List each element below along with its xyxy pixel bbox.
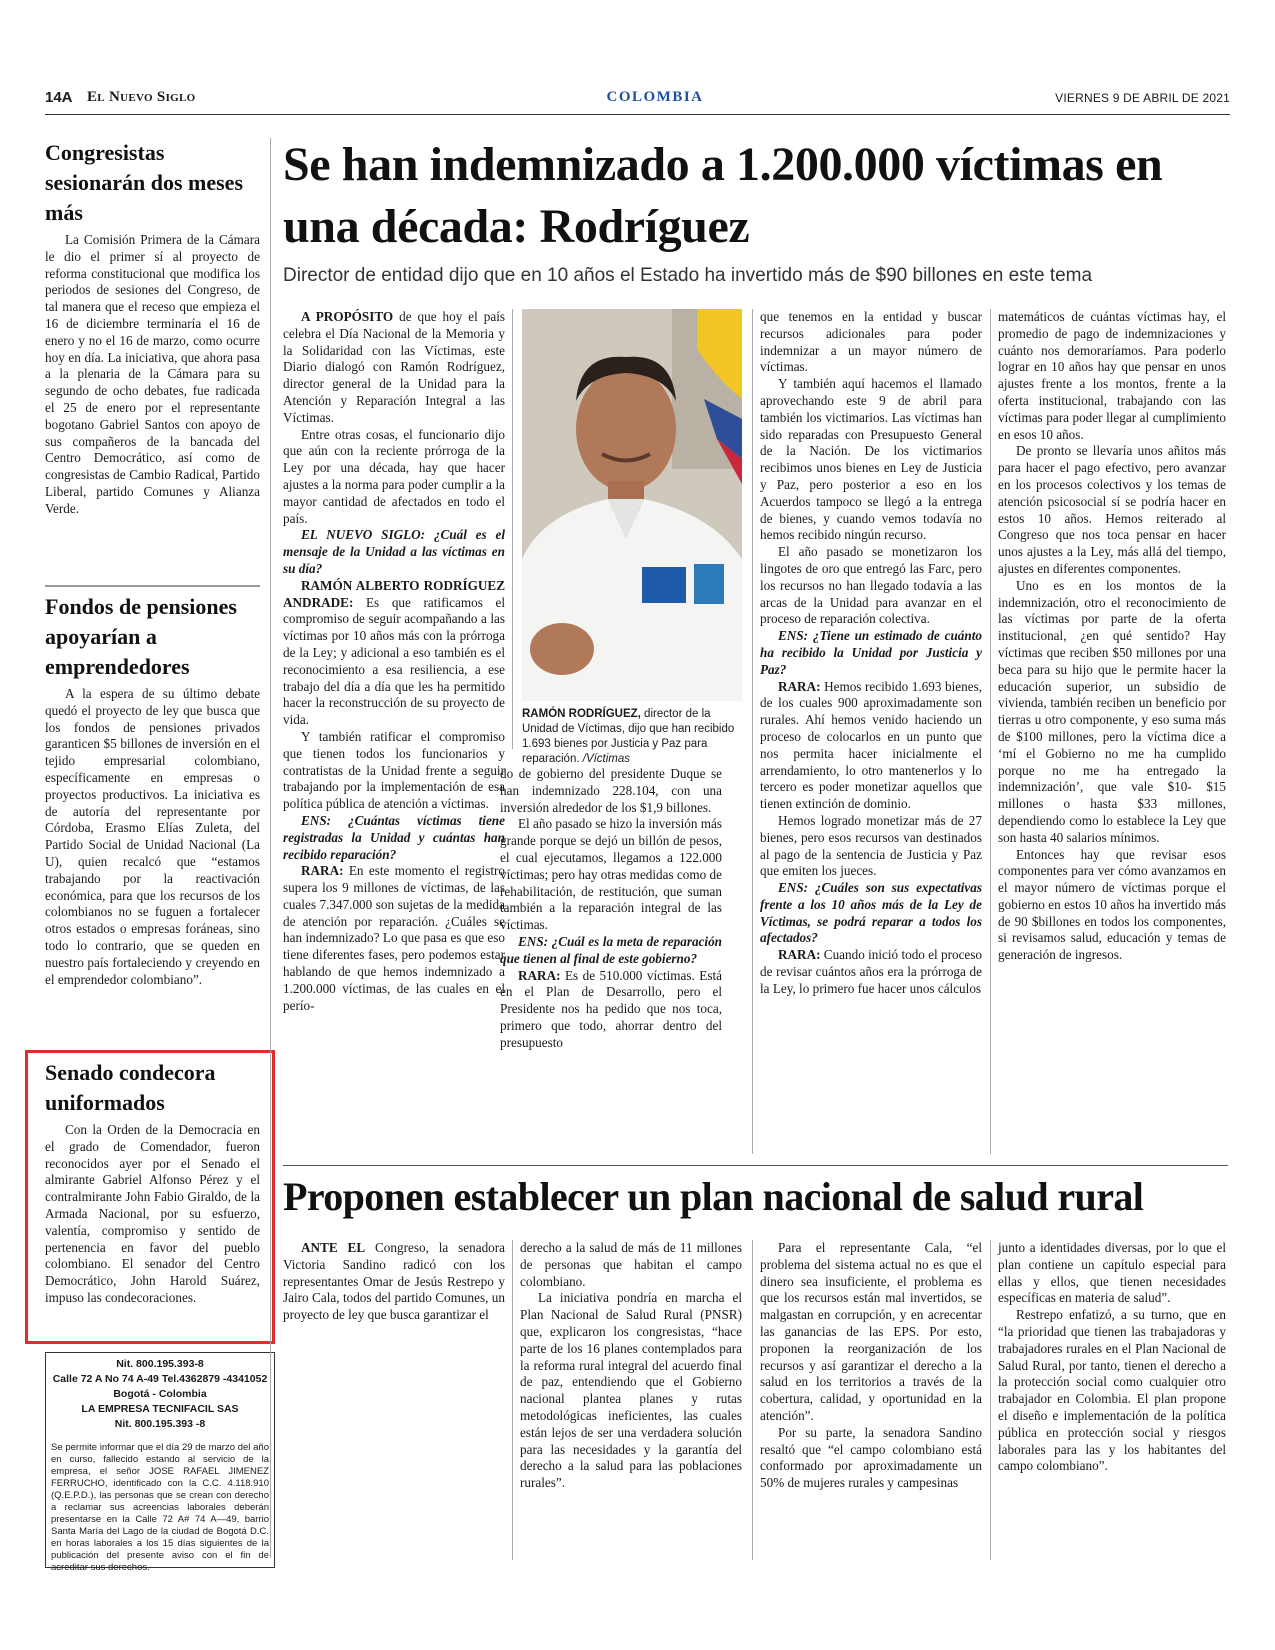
notice-nit-2: Nit. 800.195.393 -8 bbox=[114, 1418, 206, 1430]
portrait-photo bbox=[522, 309, 742, 701]
interview-question: ENS: ¿Cuántas víctimas tiene registradas la Unidad y cuántas han recibido reparación? bbox=[283, 812, 505, 862]
article2-column-2: derecho a la salud de más de 11 millones de personas que habitan el campo colombiano. La iniciativa pondría en marcha el Plan Nacional de Salud Rural (PNSR) que, explicaron los congresistas, “hace parte de los 16 planes contemplados para la reforma rural integral del acuerdo final de paz, entendiendo que el Gobierno nacional plantea planes y rutas metodológicas ineficientes, las cuales están lejos de ser una verdadera solución para las necesidades y la garantía del derecho a la salud para las poblaciones rurales”. bbox=[520, 1240, 742, 1491]
notice-body: Se permite informar que el día 29 de marzo del año en curso, fallecido estando al servicio de la empresa, el señor JOSE RAFAEL JIMENEZ FERRUCHO, identificado con la C.C. 4.118.910 (Q.E.P.D.), las personas que se crean con derecho a reclamar sus acreencias laborales deberán presentarse en la Calle 72 A# 74 A—49, barrio Santa María del Lago de la ciudad de Bogotá D.C. en horas laborales a los 15 días siguientes de la publicación del presente aviso con el fin de acreditar sus derechos. bbox=[51, 1442, 269, 1573]
speaker: RAMÓN ALBERTO RODRÍGUEZ ANDRADE: bbox=[283, 577, 505, 610]
interview-question: ENS: ¿Cuáles son sus expectativas frente a los 10 años más de la Ley de Víctimas, se podrá reparar a todos los afectados? bbox=[760, 880, 982, 946]
photo-caption: RAMÓN RODRÍGUEZ, director de la Unidad de Víctimas, dijo que han recibido 1.693 bienes por Justicia y Paz para reparación. /Víctimas bbox=[522, 708, 735, 765]
brief-body: La Comisión Primera de la Cámara le dio el primer sí al proyecto de reforma constitucional que modifica los periodos de sesiones del Congreso, de tal manera que el receso que empieza el 16 de diciembre terminaría el 16 de enero y no el 16 de marzo, como ocurre hoy en día. La iniciativa, que ahora pasa a la plenaria de la Cámara para su segundo de ocho debates, fue radicada el 25 de enero por el representante bogotano Gabriel Santos con apoyo de sus compañeros de la bancada del Centro Democrático, así como de congresistas de Cambio Radical, Partido Liberal, partido Comunes y Alianza Verde. bbox=[45, 232, 260, 516]
article-column-4: matemáticos de cuántas víctimas hay, el promedio de pago de indemnizaciones y cuánto nos demoraríamos. Para poderlo lograr en 10 años hay que pensar en unos ajustes frente a los montos, frente a la oferta institucional, trabajando con las víctimas para poder llegar al cumplimiento en esos 10 años. De pronto se llevaría unos añitos más para hacer el pago efectivo, pero avanzar en los procesos colectivos y los temas de atención psicosocial sí se podría hacer en estos 10 años. Hemos reiterado al Congreso que nos toca pensar en hacer unos ajustes a la Ley, más allá del tiempo, ajustes en diferentes componentes. Uno es en los montos de la indemnización, otro el reconocimiento de las víctimas por parte de la oferta institucional, ¿en qué sentido? Hay víctimas que reciben $50 millones por una beca para su hijo que le permite hacer la educación superior, un subsidio de vivienda, también reciben un beneficio por tierras u otro componente, y eso suma más de $100 millones, pero la víctima dice a ‘mí el Gobierno no me ha cumplido porque no me ha entregado la indemnización’, que vale $10- $15 millones o hasta $33 millones, dependiendo como lo establece la Ley que son hasta 40 salarios mínimos. Entonces hay que revisar esos componentes para ver cómo avanzamos en el mayor número de víctimas porque el gobierno en estos 10 años ha invertido más de 90 $billones en todos los componentes, si revisamos salud, educación y temas de generación de ingresos. bbox=[998, 309, 1226, 963]
column-rule bbox=[512, 309, 513, 749]
article2-column-1: ANTE EL Congreso, la senadora Victoria Sandino radicó con los representantes Omar de Jesús Restrepo y Jairo Cala, todos del partido Comunes, un proyecto de ley que busca garantizar el bbox=[283, 1240, 506, 1323]
issue-date: VIERNES 9 DE ABRIL DE 2021 bbox=[1055, 91, 1230, 105]
brief-fondos-pensiones bbox=[45, 592, 260, 988]
speaker: RARA: bbox=[301, 863, 344, 879]
main-subheadline: Director de entidad dijo que en 10 años el Estado ha invertido más de $90 billones en este tema bbox=[283, 265, 1093, 286]
photo-credit: /Víctimas bbox=[582, 753, 631, 765]
legal-notice bbox=[45, 1352, 275, 1573]
speaker: RARA: bbox=[778, 678, 821, 694]
column-rule bbox=[270, 138, 271, 1558]
lead-in: ANTE EL bbox=[301, 1240, 366, 1255]
brief-congresistas bbox=[45, 138, 260, 518]
column-rule bbox=[990, 1240, 991, 1560]
article-column-3: que tenemos en la entidad y buscar recursos adicionales para poder indemnizar a un mayor número de víctimas. Y también aquí hacemos el llamado aprovechando este 9 de abril para también los victimarios. Las víctimas han sido reparadas con Presupuesto General de la Nación. De los victimarios recibimos unos bienes en Ley de Justicia y Paz, pero posterior a eso en los Acuerdos tampoco se llegó a la entrega de bienes, y cuando vemos todavía no hemos recibido ningún recurso. El año pasado se monetizaron los lingotes de oro que entregó las Farc, pero los recursos no han llegado todavía a las arcas de la Unidad para avanzar en el proceso de reparación colectiva. ENS: ¿Tiene un estimado de cuánto ha recibido la Unidad por Justicia y Paz? RARA: Hemos recibido 1.693 bienes, de los cuales 900 aproximadamente son rurales. Ahí hemos venido haciendo un proceso de colocarlos en un punto que nos permita hacer inicialmente el arrendamiento, lo otro mantenerlos y lo tercero es poder monetizar aquellos que tienen extinción de dominio. Hemos logrado monetizar más de 27 bienes, pero esos recursos van destinados al pago de la sentencia de Justicia y Paz que emiten los jueces. ENS: ¿Cuáles son sus expectativas frente a los 10 años más de la Ley de Víctimas, se podrá reparar a todos los afectados? RARA: Cuando inició todo el proceso de revisar cuántos años era la prórroga de la Ley, lo primero fue hacer unos cálculos bbox=[760, 309, 983, 996]
article-column-2: do de gobierno del presidente Duque se han indemnizado 228.104, con una inversión alrededor de los $1,9 billones. El año pasado se hizo la inversión más grande porque se dejó un billón de pesos, el cual ejecutamos, llegamos a 122.000 víctimas; pero hay otras medidas como de rehabilitación, de restitución, que suman también a la reparación integral de las víctimas. ENS: ¿Cuál es la meta de reparación que tienen al final de este gobierno? RARA: Es de 510.000 víctimas. Está en el Plan de Desarrollo, pero el Presidente nos ha pedido que nos toca, primero que todo, ahorrar dentro del presupuesto bbox=[500, 766, 722, 1050]
column-rule bbox=[752, 309, 753, 1154]
column-rule bbox=[752, 1240, 753, 1560]
interview-question: ENS: ¿Tiene un estimado de cuánto ha recibido la Unidad por Justicia y Paz? bbox=[760, 628, 982, 677]
column-rule bbox=[512, 1240, 513, 1560]
brief-senado bbox=[45, 1058, 260, 1307]
notice-nit: Nit. 800.195.393-8 bbox=[116, 1358, 204, 1370]
interview-question: ENS: ¿Cuál es la meta de reparación que tienen al final de este gobierno? bbox=[500, 933, 722, 966]
article-column-1: A PROPÓSITO de que hoy el país celebra el Día Nacional de la Memoria y la Solidaridad con las Víctimas, este Diario dialogó con Ramón Rodríguez, director general de la Unidad para la Atención y Reparación Integral a las Víctimas. Entre otras cosas, el funcionario dijo que aún con la reciente prórroga de la Ley por una década, hay que hacer ajustes a la norma para poder cumplir a la mayor cantidad de afectados en todo el país. EL NUEVO SIGLO: ¿Cuál es el mensaje de la Unidad a las víctimas en su día? RAMÓN ALBERTO RODRÍGUEZ ANDRADE: Es que ratificamos el compromiso de seguir acompañando a las víctimas por 10 años más con la prórroga de la Ley; y adicional a eso también es el reconocimiento a esa resiliencia, a ese trabajo del día a día que les ha permitido hacer la reconstrucción de su proyecto de vida. Y también ratificar el compromiso que tienen todos los funcionarios y contratistas de la Unidad frente a seguir trabajando por la implementación de esa política pública de atención a víctimas. ENS: ¿Cuántas víctimas tiene registradas la Unidad y cuántas han recibido reparación? RARA: En este momento el registro supera los 9 millones de víctimas, de las cuales 7.347.000 son sujetas de la medida de atención por reparación. ¿Cuáles se han indemnizado? Lo que pasa es que eso tiene diferentes fases, pero podemos estar hablando de que hemos indemnizado a 1.200.000 víctimas, de las cuales en el perío- bbox=[283, 309, 506, 1013]
article2-column-3: Para el representante Cala, “el problema del sistema actual no es que el dinero sea insuficiente, el problema es que los recursos están mal invertidos, se malgastan en corrupción, y en acrecentar las ganancias de las EPS. Por esto, proponen la reorganización de los recursos y así garantizar el derecho a la salud en los territorios a través de la cobertura, calidad, y oportunidad en la atención”. Por su parte, la senadora Sandino resaltó que “el campo colombiano está conformado por aproximadamente un 50% de mujeres rurales y campesinas bbox=[760, 1240, 982, 1491]
section-name: COLOMBIA bbox=[606, 89, 704, 105]
speaker: RARA: bbox=[778, 947, 821, 963]
page-header bbox=[45, 89, 1230, 115]
interview-question: EL NUEVO SIGLO: ¿Cuál es el mensaje de la Unidad a las víctimas en su día? bbox=[283, 527, 505, 576]
speaker: RARA: bbox=[518, 967, 561, 983]
notice-address: Calle 72 A No 74 A-49 Tel.4362879 -4341052 Bogotá - Colombia bbox=[52, 1373, 268, 1400]
newspaper-name: El Nuevo Siglo bbox=[87, 89, 196, 105]
notice-company: LA EMPRESA TECNIFACIL SAS bbox=[81, 1403, 239, 1415]
lead-in: A PROPÓSITO bbox=[301, 309, 394, 324]
second-headline: Proponen establecer un plan nacional de salud rural bbox=[283, 1174, 1144, 1219]
page-number: 14A bbox=[45, 89, 73, 106]
main-headline: Se han indemnizado a 1.200.000 víctimas en una década: Rodríguez bbox=[283, 138, 1163, 253]
portrait-illustration bbox=[522, 309, 742, 701]
article-separator bbox=[283, 1165, 1228, 1166]
brief-body: A la espera de su último debate quedó el proyecto de ley que busca que los fondos de pensiones privados garanticen $5 billones de inversión en el tejido empresarial colombiano, específicamente en empresas o proyectos productivos. La iniciativa es de autoría del representante por Córdoba, Erasmo Elías Zuleta, del Partido Social de Unidad Nacional (La U), quien recalcó que “estamos trabajando por la reactivación económica, para que los recursos de los colombianos no se fuguen a fortalecer otros estados o empresas foráneas, sino todo lo contrario, que se queden en nuestro país fortaleciendo y creyendo en el emprendedor colombiano”. bbox=[45, 686, 260, 987]
column-rule bbox=[990, 309, 991, 1154]
brief-divider bbox=[45, 585, 260, 587]
article2-column-4: junto a identidades diversas, por lo que el plan contiene un capítulo especial para ellas y ellos, que tienen necesidades específicas en materia de salud”. Restrepo enfatizó, a su turno, que en “la prioridad que tienen las trabajadoras y trabajadores rurales en el Plan Nacional de Salud Rural, por tanto, tienen el derecho a la protección social como cualquier otro trabajador en Colombia. El plan propone el diseño e implementación de la política pública en protección social y riesgos laborales para las y los habitantes del campo colombiano”. bbox=[998, 1240, 1226, 1474]
brief-title: Senado condecora uniformados bbox=[45, 1060, 216, 1115]
brief-body: Con la Orden de la Democracia en el grado de Comendador, fueron reconocidos ayer por el Senado el almirante Gabriel Alfonso Pérez y el contralmirante John Fabio Giraldo, de la Armada Nacional, por su esfuerzo, valentía, compromiso y sentido de pertenencia en favor del pueblo colombiano. El senador del Centro Democrático, John Harold Suárez, impuso las condecoraciones. bbox=[45, 1122, 260, 1305]
brief-title: Congresistas sesionarán dos meses más bbox=[45, 140, 244, 225]
brief-title: Fondos de pensiones apoyarían a emprendedores bbox=[45, 594, 237, 679]
